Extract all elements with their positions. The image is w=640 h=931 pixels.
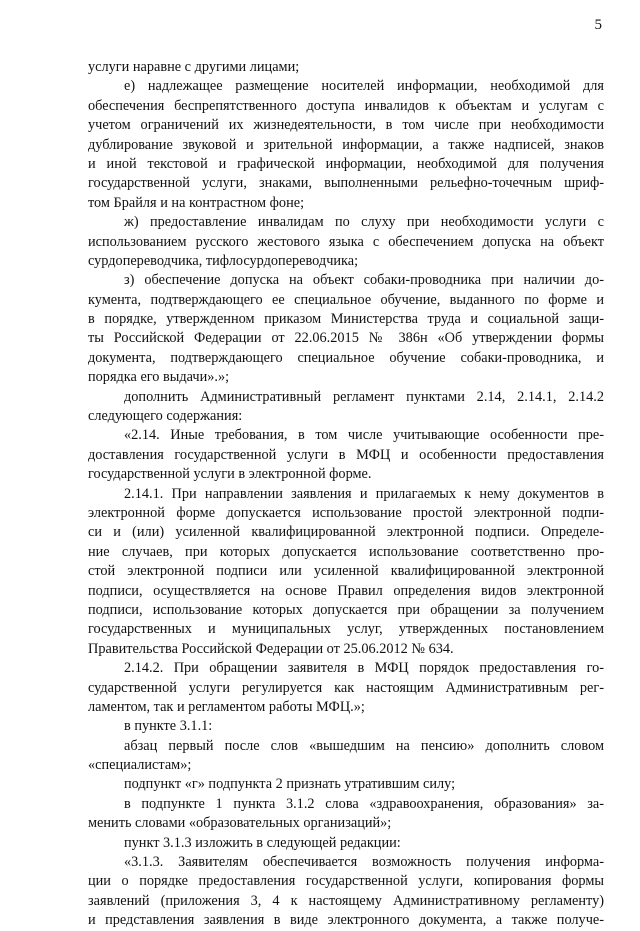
body-text <box>88 58 604 931</box>
text-line: подпункт «г» подпункта 2 признать утратившим силу; <box>124 776 456 793</box>
text-line: пункт 3.1.3 изложить в следующей редакции: <box>124 834 401 851</box>
text-line: электронной форме допускается использование простой электронной подпи- <box>88 504 604 521</box>
text-line: ж) предоставление инвалидам по слуху при необходимости услуги с <box>124 214 604 231</box>
text-line: и иной текстовой и графической информации, необходимой для получения <box>88 155 604 172</box>
text-line: «специалистам»; <box>88 757 192 774</box>
text-line: подписи, использование которых допускается при обращении за получением <box>88 601 604 618</box>
text-line: государственной услуги в электронной форме. <box>88 466 372 483</box>
text-line: в порядке, утвержденном приказом Министерства труда и социальной защи- <box>88 311 604 328</box>
text-line: ции о порядке предоставления государственной услуги, копирования формы <box>88 873 604 890</box>
text-line: следующего содержания: <box>88 408 243 425</box>
text-line: ние случаев, при которых допускается использование соответственно про- <box>88 543 604 560</box>
text-line: использованием русского жестового языка с обеспечением допуска на объект <box>88 233 604 250</box>
text-line: порядка его выдачи».»; <box>88 369 230 386</box>
text-line: дополнить Административный регламент пунктами 2.14, 2.14.1, 2.14.2 <box>124 388 604 405</box>
text-line: Правительства Российской Федерации от 25.06.2012 № 634. <box>88 640 454 657</box>
text-line: том Брайля и на контрастном фоне; <box>88 194 305 211</box>
text-line: кумента, подтверждающего ее специальное обучение, выданного по форме и <box>88 291 604 308</box>
text-line: е) надлежащее размещение носителей информации, необходимой для <box>124 78 604 95</box>
text-line: в подпункте 1 пункта 3.1.2 слова «здравоохранения, образования» за- <box>124 795 604 812</box>
text-line: 2.14.1. При направлении заявления и прилагаемых к нему документов в <box>124 485 604 502</box>
text-line: в пункте 3.1.1: <box>124 718 213 735</box>
text-line: подписи, осуществляется на основе Правил определения видов электронной <box>88 582 604 599</box>
text-line: государственной услуги, знаками, выполненными рельефно-точечным шриф- <box>88 175 604 192</box>
text-line: стой электронной подписи или усиленной квалифицированной электронной <box>88 563 604 580</box>
text-line: сударственной услуги регулируется как настоящим Административным рег- <box>88 679 604 696</box>
text-line: дублирование звуковой и зрительной информации, а также надписей, знаков <box>88 136 604 153</box>
text-line: сурдопереводчика, тифлосурдопереводчика; <box>88 252 359 269</box>
text-line: си и (или) усиленной квалифицированной электронной подписи. Определе- <box>88 524 604 541</box>
text-line: заявлений (приложения 3, 4 к настоящему Административному регламенту) <box>88 892 604 909</box>
text-line: доставления государственной услуги в МФЦ и особенности предоставления <box>88 446 604 463</box>
text-line: 2.14.2. При обращении заявителя в МФЦ порядок предоставления го- <box>124 660 604 677</box>
text-line: ламентом, так и регламентом работы МФЦ.»; <box>88 698 365 715</box>
text-line: обеспечения беспрепятственного доступа инвалидов к объектам и услугам с <box>88 97 604 114</box>
text-line: «3.1.3. Заявителям обеспечивается возможность получения информа- <box>124 854 604 871</box>
text-line: документа, подтверждающего специальное обучение собаки-проводника, и <box>88 349 604 366</box>
text-line: ты Российской Федерации от 22.06.2015 № 386н «Об утверждении формы <box>88 330 604 347</box>
text-line: государственных и муниципальных услуг, утвержденных постановлением <box>88 621 604 638</box>
text-line: услуги наравне с другими лицами; <box>88 59 300 75</box>
text-line: менить словами «образовательных организаций»; <box>88 815 392 832</box>
text-line: учетом ограничений их жизнедеятельности, в том числе при необходимости <box>88 117 604 134</box>
page-number: 5 <box>594 17 602 33</box>
text-line: з) обеспечение допуска на объект собаки-проводника при наличии до- <box>124 272 604 289</box>
text-line: «2.14. Иные требования, в том числе учитывающие особенности пре- <box>124 427 604 444</box>
text-line: и представления заявления в виде электронного документа, а также получе- <box>88 912 604 929</box>
text-line: абзац первый после слов «вышедшим на пенсию» дополнить словом <box>124 737 604 754</box>
